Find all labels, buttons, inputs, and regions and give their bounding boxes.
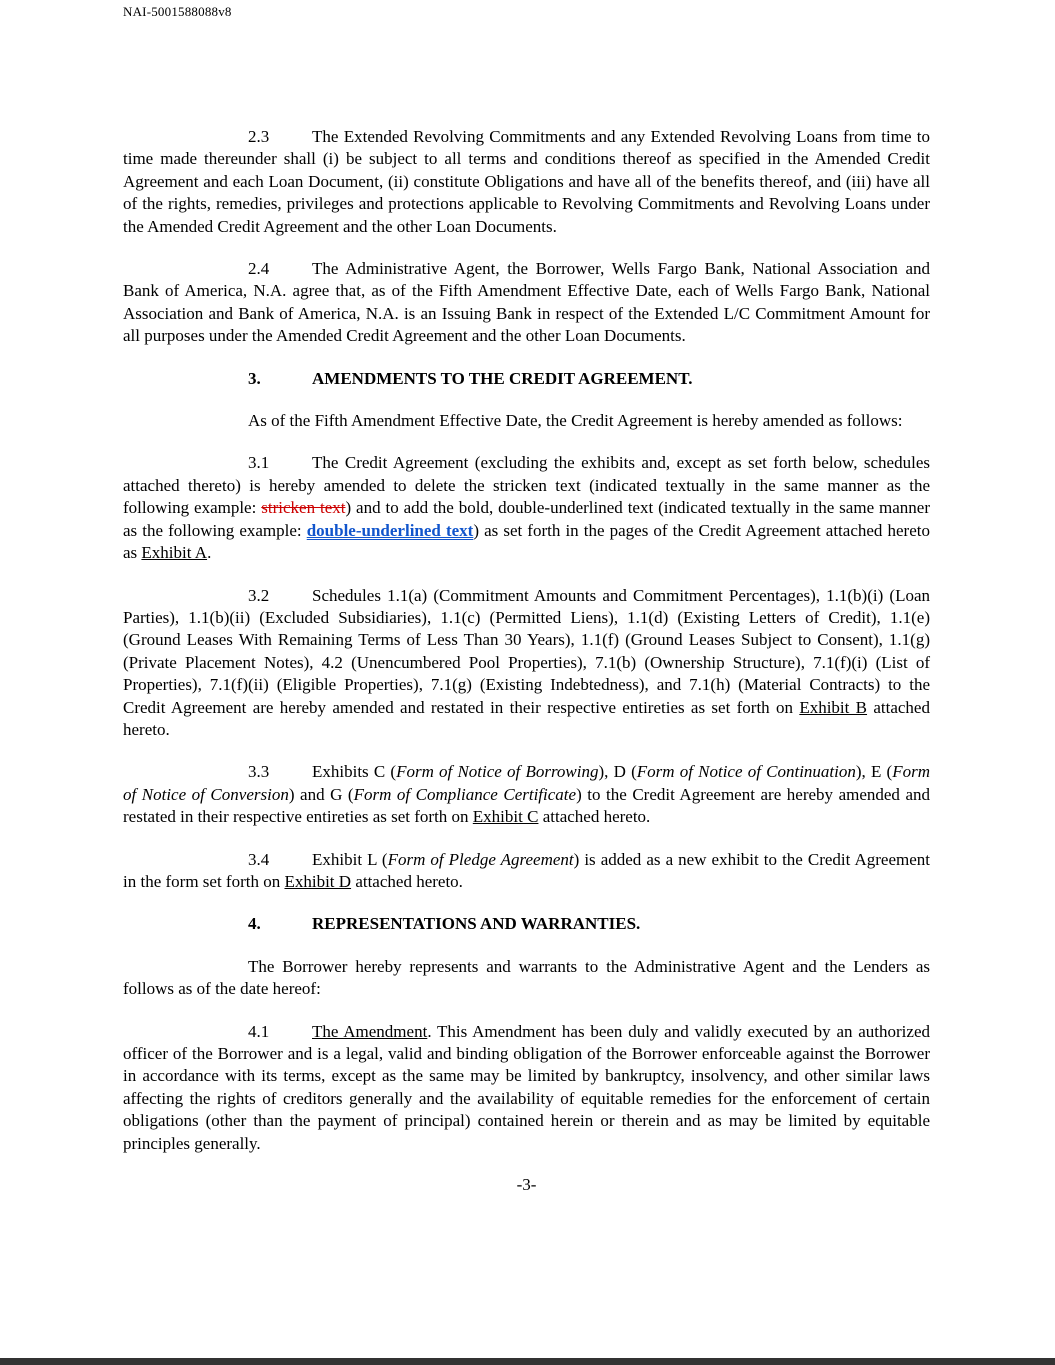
form-name: Form of Notice of Borrowing <box>396 762 599 782</box>
screenshot-bottom-edge <box>0 1358 1055 1365</box>
text-run: Schedules 1.1(a) (Commitment Amounts and Commitment Percentages), 1.1(b)(i) (Loan Parties), 1.1(b)(ii) (Excluded Subsidiaries), 1.1(c) (Permitted Liens), 1.1(d) (Existing Letters of Credit), 1.1(e) (Ground Leases With Remaining Terms of Less Than 30 Years), 1.1(f) (Ground Leases Subject to Consent), 1.1(g) (Private Placement Notes), 4.2 (Unencumbered Pool Properties), 7.1(b) (Ownership Structure), 7.1(f)(i) (List of Properties), 7.1(f)(ii) (Eligible Properties), 7.1(g) (Existing Indebtedness), and 7.1(h) (Material Contracts) to the Credit Agreement are hereby amended and restated in their respective entireties as set forth on <box>123 585 930 717</box>
section-number: 3.4 <box>248 849 270 869</box>
section-number: 3.3 <box>248 762 270 782</box>
defined-term: The Amendment <box>312 1021 428 1041</box>
form-name: Form of Notice of Continuation <box>636 762 856 782</box>
text-run: The Borrower hereby represents and warrants to the Administrative Agent and the Lenders as follows as of the date hereof: <box>123 956 930 999</box>
text-run: Exhibits C ( <box>312 762 397 782</box>
section-3-4 <box>123 849 930 894</box>
text-run: The Administrative Agent, the Borrower, Wells Fargo Bank, National Association and Bank of America, N.A. agree that, as of the Fifth Amendment Effective Date, each of Wells Fargo Bank, National Association and Bank of America, N.A. is an Issuing Bank in respect of the Extended L/C Commitment Amount for all purposes under the Amended Credit Agreement and the other Loan Documents. <box>123 259 930 346</box>
form-name: Form of Pledge Agreement <box>387 849 574 869</box>
exhibit-d-reference: Exhibit D <box>284 871 352 891</box>
text-run: The Credit Agreement (excluding the exhibits and, except as set forth below, schedules attached thereto) is hereby amended to delete the stricken text (indicated textually in the same manner as the following example: <box>123 453 930 518</box>
text-run: ) is added as a new exhibit to the Credit Agreement in the form set forth on <box>123 849 931 891</box>
document-id: NAI-5001588088v8 <box>123 4 232 19</box>
text-run: attached hereto. <box>123 697 930 739</box>
section-number: 4. <box>248 914 261 934</box>
heading-representations <box>123 913 930 935</box>
text-run: The Extended Revolving Commitments and any Extended Revolving Loans from time to time made thereunder shall (i) be subject to all terms and conditions thereof as specified in the Amended Credit Agreement and each Loan Document, (ii) constitute Obligations and have all of the benefits thereof, and (iii) have all of the rights, remedies, privileges and protections applicable to Revolving Commitments and Revolving Loans under the Amended Credit Agreement and the other Loan Documents. <box>123 127 930 236</box>
form-name: Form of Notice of Conversion <box>123 762 930 804</box>
text-run: attached hereto. <box>351 871 463 891</box>
text-run: AMENDMENTS TO THE CREDIT AGREEMENT. <box>312 368 693 388</box>
text-run: Exhibit L ( <box>312 849 388 869</box>
text-run: attached hereto. <box>538 807 651 827</box>
intro-amendments <box>123 410 930 432</box>
text-run: . This Amendment has been duly and validly executed by an authorized officer of the Borrower and is a legal, valid and binding obligation of the Borrower enforceable against the Borrower in accordance with its terms, except as the same may be limited by bankruptcy, insolvency, and other similar laws affecting the rights of creditors generally and the availability of equitable remedies for the enforcement of certain obligations (other than the payment of principal) contained herein or therein and as may be limited by equitable principles generally. <box>123 1021 931 1153</box>
stricken-text-example: stricken text <box>261 498 346 518</box>
exhibit-a-reference: Exhibit A <box>141 543 208 563</box>
intro-representations <box>123 956 930 1001</box>
text-run: REPRESENTATIONS AND WARRANTIES. <box>312 914 641 934</box>
heading-amendments <box>123 368 930 390</box>
section-number: 2.3 <box>248 127 270 146</box>
form-name: Form of Compliance Certificate <box>353 784 577 804</box>
section-2-3 <box>123 126 930 238</box>
exhibit-c-reference: Exhibit C <box>472 807 539 827</box>
section-4-1 <box>123 1021 930 1155</box>
section-number: 4.1 <box>248 1021 270 1041</box>
text-run: ), D ( <box>598 762 637 782</box>
section-number: 2.4 <box>248 259 270 279</box>
section-number: 3.1 <box>248 453 270 473</box>
section-number: 3.2 <box>248 585 270 605</box>
text-run: ) and to add the bold, double-underlined text (indicated textually in the same manner as the following example: <box>123 498 930 540</box>
double-underlined-text-example: double-underlined text <box>306 520 474 540</box>
section-3-1 <box>123 452 930 564</box>
section-number: 3. <box>248 368 261 388</box>
text-run: . <box>207 543 212 563</box>
text-run: ) as set forth in the pages of the Credit Agreement attached hereto as <box>123 520 930 563</box>
text-run: ) to the Credit Agreement are hereby amended and restated in their respective entireties as set forth on <box>123 784 931 827</box>
text-run: ), E ( <box>855 762 893 782</box>
text-run: ) and G ( <box>288 784 354 804</box>
page-number: -3- <box>516 1175 537 1195</box>
section-3-3 <box>123 761 930 828</box>
section-2-4 <box>123 258 930 348</box>
text-run: As of the Fifth Amendment Effective Date, the Credit Agreement is hereby amended as follows: <box>248 411 903 431</box>
section-3-2 <box>123 585 930 742</box>
exhibit-b-reference: Exhibit B <box>799 697 868 717</box>
